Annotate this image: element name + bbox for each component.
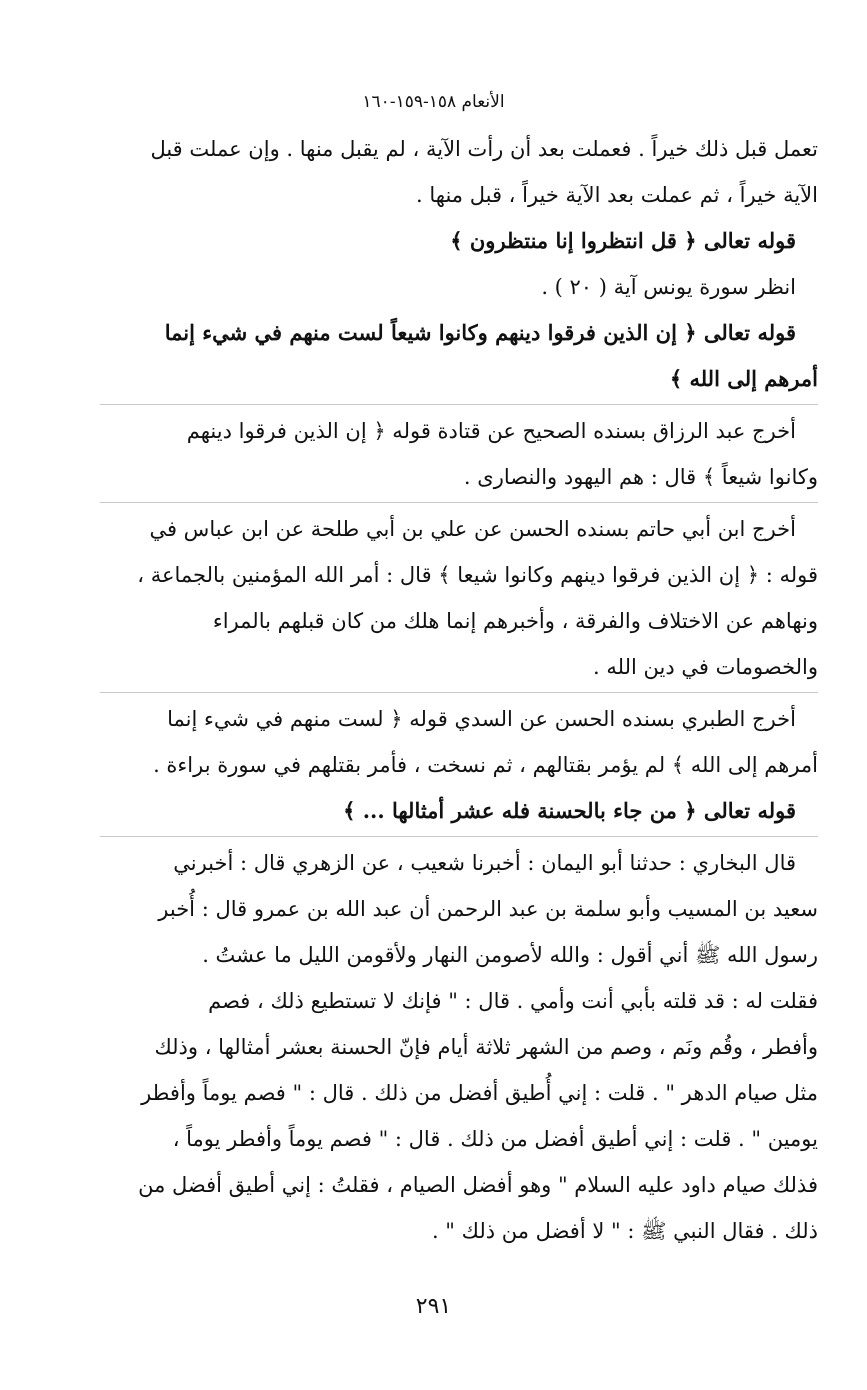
text-line: قوله تعالى ﴿ من جاء بالحسنة فله عشر أمثالها ... ﴾ <box>343 798 796 823</box>
text-line: أمرهم إلى الله ﴾ لم يؤمر بقتالهم ، ثم نسخت ، فأمر بقتلهم في سورة براءة . <box>153 753 818 777</box>
text-line: أخرج عبد الرزاق بسنده الصحيح عن قتادة قوله ﴿ إن الذين فرقوا دينهم <box>186 419 796 443</box>
text-line: قال البخاري : حدثنا أبو اليمان : أخبرنا شعيب ، عن الزهري قال : أخبرني <box>173 851 796 875</box>
text-line: فذلك صيام داود عليه السلام " وهو أفضل الصيام ، فقلتُ : إني أطيق أفضل من <box>138 1173 818 1197</box>
paragraph-divider <box>100 836 818 837</box>
text-line: فقلت له : قد قلته بأبي أنت وأمي . قال : " فإنك لا تستطيع ذلك ، فصم <box>208 989 818 1013</box>
text-line: تعمل قبل ذلك خيراً . فعملت بعد أن رأت الآية ، لم يقبل منها . وإن عملت قبل <box>150 137 818 161</box>
text-line: ونهاهم عن الاختلاف والفرقة ، وأخبرهم إنما هلك من كان قبلهم بالمراء <box>212 609 818 633</box>
text-line: الآية خيراً ، ثم عملت بعد الآية خيراً ، قبل منها . <box>416 183 818 207</box>
text-line: ذلك . فقال النبي ﷺ : " لا أفضل من ذلك " . <box>431 1219 818 1243</box>
text-line: قوله : ﴿ إن الذين فرقوا دينهم وكانوا شيعا ﴾ قال : أمر الله المؤمنين بالجماعة ، <box>137 563 818 587</box>
text-line: سعيد بن المسيب وأبو سلمة بن عبد الرحمن أن عبد الله بن عمرو قال : أُخبر <box>158 897 818 921</box>
text-line: يومين " . قلت : إني أطيق أفضل من ذلك . قال : " فصم يوماً وأفطر يوماً ، <box>172 1127 818 1151</box>
paragraph-divider <box>100 404 818 405</box>
paragraph-divider <box>100 502 818 503</box>
text-line: أخرج ابن أبي حاتم بسنده الحسن عن علي بن أبي طلحة عن ابن عباس في <box>149 517 796 541</box>
text-line: قوله تعالى ﴿ قل انتظروا إنا منتظرون ﴾ <box>450 228 796 253</box>
text-line: أمرهم إلى الله ﴾ <box>669 366 818 391</box>
text-line: رسول الله ﷺ أني أقول : والله لأصومن النهار ولأقومن الليل ما عشتُ . <box>202 943 818 967</box>
paragraph-divider <box>100 692 818 693</box>
text-line: قوله تعالى ﴿ إن الذين فرقوا دينهم وكانوا شيعاً لست منهم في شيء إنما <box>164 320 796 345</box>
page-number: ٢٩١ <box>415 1294 452 1319</box>
running-header: الأنعام ١٥٨-١٥٩-١٦٠ <box>362 92 505 112</box>
text-line: والخصومات في دين الله . <box>593 655 818 679</box>
text-body <box>100 126 818 1254</box>
text-line: انظر سورة يونس آية ( ٢٠ ) . <box>541 275 796 299</box>
text-line: أخرج الطبري بسنده الحسن عن السدي قوله ﴿ لست منهم في شيء إنما <box>167 707 796 731</box>
text-line: مثل صيام الدهر " . قلت : إني أُطيق أفضل من ذلك . قال : " فصم يوماً وأفطر <box>141 1081 818 1105</box>
text-line: وكانوا شيعاً ﴾ قال : هم اليهود والنصارى . <box>463 465 818 489</box>
text-line: وأفطر ، وقُم ونَم ، وصم من الشهر ثلاثة أيام فإنّ الحسنة بعشر أمثالها ، وذلك <box>154 1035 818 1059</box>
